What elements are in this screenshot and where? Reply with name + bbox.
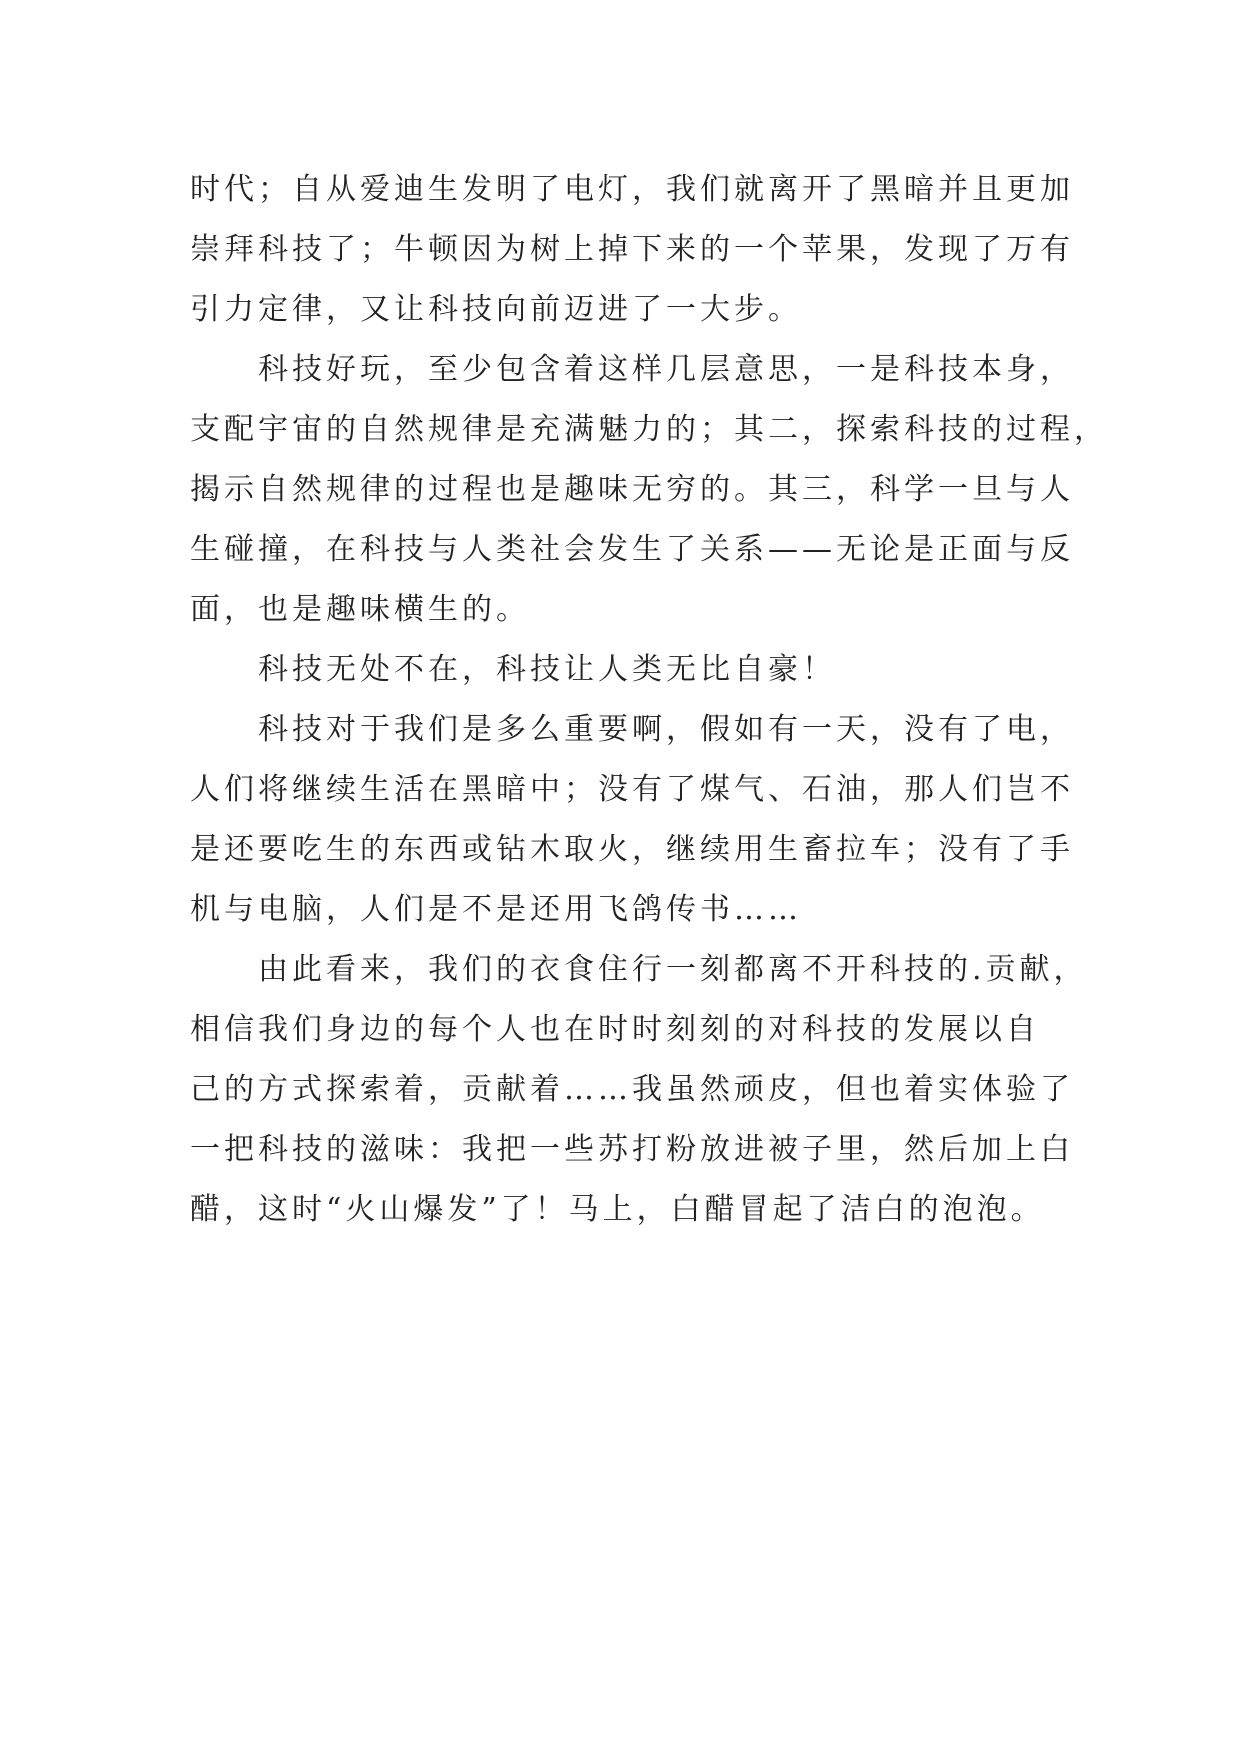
- text-line: 崇拜科技了；牛顿因为树上掉下来的一个苹果，发现了万有: [190, 232, 1074, 267]
- text-line: 人们将继续生活在黑暗中；没有了煤气、石油，那人们岂不: [190, 772, 1074, 807]
- text-line: 机与电脑，人们是不是还用飞鸽传书……: [190, 892, 802, 927]
- paragraph-first-line: 科技对于我们是多么重要啊，假如有一天，没有了电，: [258, 712, 1074, 747]
- body-text: [190, 160, 1108, 1240]
- text-line: 生碰撞，在科技与人类社会发生了关系——无论是正面与反: [190, 532, 1074, 567]
- paragraph-first-line: 由此看来，我们的衣食住行一刻都离不开科技的.贡献，: [258, 952, 1088, 987]
- text-line: 支配宇宙的自然规律是充满魅力的；其二，探索科技的过程，: [190, 412, 1108, 447]
- text-line: 揭示自然规律的过程也是趣味无穷的。其三，科学一旦与人: [190, 472, 1074, 507]
- text-line: 醋，这时“火山爆发”了！马上，白醋冒起了洁白的泡泡。: [190, 1192, 1045, 1227]
- text-line: 相信我们身边的每个人也在时时刻刻的对科技的发展以自: [190, 1012, 1040, 1047]
- text-line: 一把科技的滋味：我把一些苏打粉放进被子里，然后加上白: [190, 1132, 1074, 1167]
- paragraph-first-line: 科技好玩，至少包含着这样几层意思，一是科技本身，: [258, 352, 1074, 387]
- paragraph-first-line: 科技无处不在，科技让人类无比自豪！: [258, 652, 836, 687]
- text-line: 时代；自从爱迪生发明了电灯，我们就离开了黑暗并且更加: [190, 172, 1074, 207]
- text-line: 面，也是趣味横生的。: [190, 592, 530, 627]
- text-line: 己的方式探索着，贡献着……我虽然顽皮，但也着实体验了: [190, 1072, 1074, 1107]
- text-line: 引力定律，又让科技向前迈进了一大步。: [190, 292, 802, 327]
- text-line: 是还要吃生的东西或钻木取火，继续用生畜拉车；没有了手: [190, 832, 1074, 867]
